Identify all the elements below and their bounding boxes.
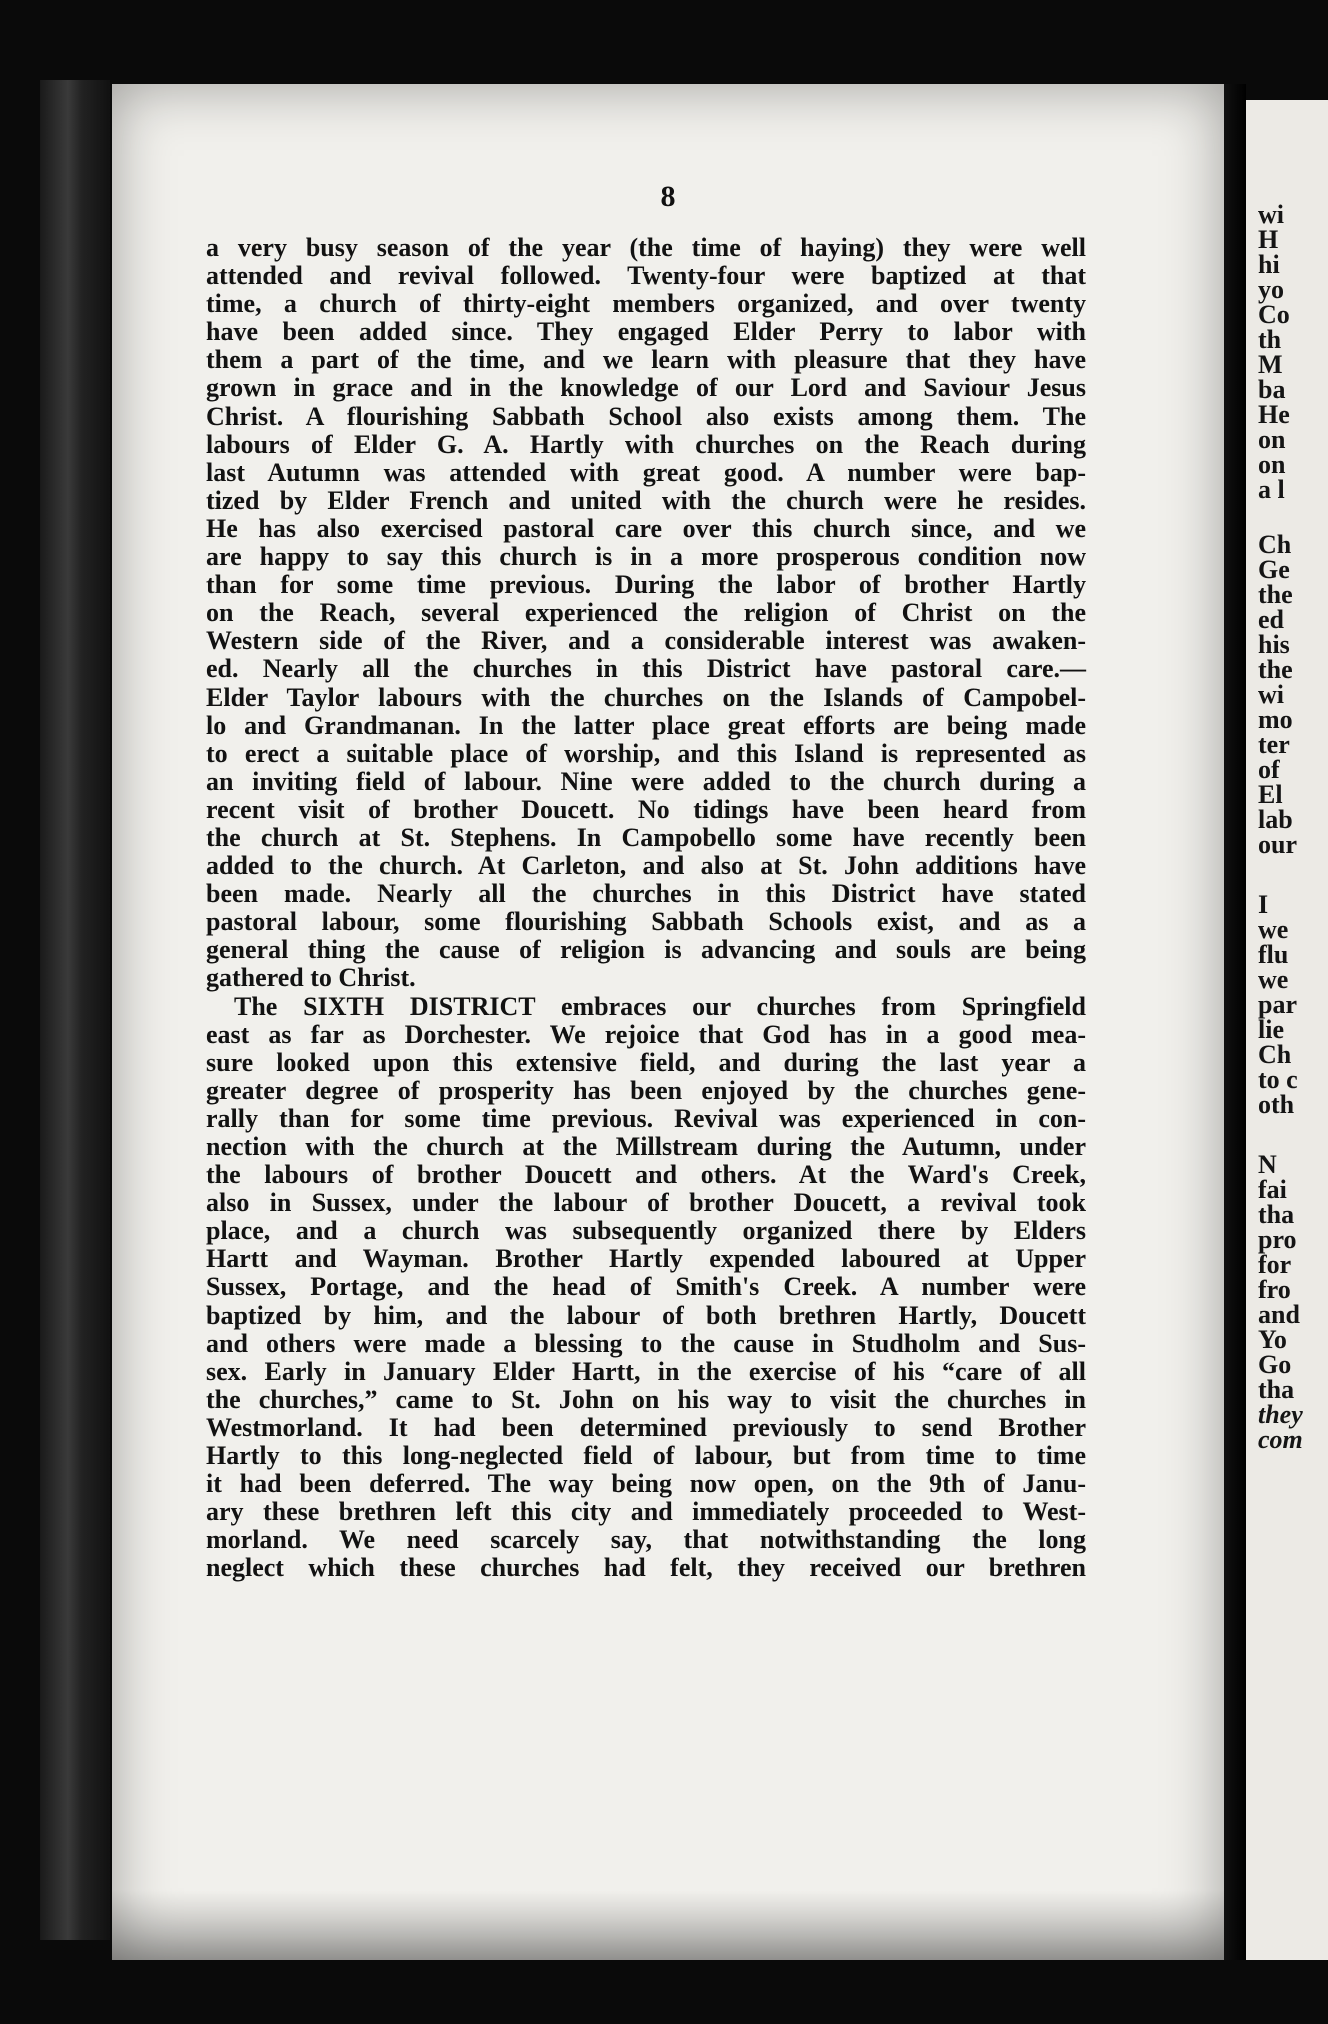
text-line: Elder Taylor labours with the churches on the Islands of Campobel- (206, 682, 1086, 712)
next-page-fragment: mo (1258, 705, 1293, 734)
text-line: Westmorland. It had been determined previously to send Brother (206, 1412, 1086, 1442)
text-line: neglect which these churches had felt, they received our brethren (206, 1553, 1086, 1583)
next-page-fragment: the (1258, 580, 1293, 609)
next-page-fragment: the (1258, 655, 1293, 684)
next-page-fragment: th (1258, 325, 1282, 354)
text-line: also in Sussex, under the labour of brother Doucett, a revival took (206, 1188, 1086, 1218)
next-page-fragment: a l (1258, 475, 1285, 504)
next-page-fragment: and (1258, 1300, 1300, 1329)
text-line: been made. Nearly all the churches in this District have stated (206, 879, 1086, 909)
text-line: rally than for some time previous. Revival was experienced in con- (206, 1103, 1086, 1133)
text-line: The SIXTH DISTRICT embraces our churches from Springfield (234, 991, 1086, 1021)
text-line: an inviting field of labour. Nine were added to the church during a (206, 766, 1086, 796)
text-line: grown in grace and in the knowledge of our Lord and Saviour Jesus (206, 373, 1086, 403)
text-line: recent visit of brother Doucett. No tidings have been heard from (206, 794, 1086, 824)
next-page-fragment: flu (1258, 940, 1289, 969)
next-page-fragment: of (1258, 755, 1280, 784)
next-page-fragment: Ch (1258, 530, 1292, 559)
text-line: general thing the cause of religion is advancing and souls are being (206, 935, 1086, 965)
next-page-fragment: Yo (1258, 1325, 1287, 1354)
text-line: added to the church. At Carleton, and also at St. John additions have (206, 851, 1086, 881)
text-line: gathered to Christ. (206, 963, 416, 993)
text-line: the labours of brother Doucett and others. At the Ward's Creek, (206, 1160, 1086, 1190)
text-line: it had been deferred. The way being now open, on the 9th of Janu- (206, 1469, 1086, 1499)
text-line: the churches,” came to St. John on his way to visit the churches in (206, 1384, 1086, 1414)
book-page (112, 84, 1224, 1960)
next-page-fragment: we (1258, 965, 1289, 994)
next-page-fragment: ed (1258, 605, 1284, 634)
next-page-fragment: on (1258, 450, 1286, 479)
text-line: ary these brethren left this city and immediately proceeded to West- (206, 1497, 1086, 1527)
book-gutter (1224, 84, 1246, 1960)
text-line: the church at St. Stephens. In Campobello some have recently been (206, 822, 1086, 852)
text-line: and others were made a blessing to the cause in Studholm and Sus- (206, 1328, 1086, 1358)
next-page-fragment: Ge (1258, 555, 1290, 584)
page-number: 8 (660, 180, 676, 213)
next-page-fragment: I (1258, 890, 1269, 919)
next-page-fragment: tha (1258, 1375, 1295, 1404)
next-page-fragment: com (1258, 1425, 1303, 1454)
text-line: have been added since. They engaged Elder Perry to labor with (206, 317, 1086, 347)
text-line: morland. We need scarcely say, that notwithstanding the long (206, 1525, 1086, 1555)
next-page-fragment: for (1258, 1250, 1292, 1279)
text-line: sex. Early in January Elder Hartt, in the exercise of his “care of all (206, 1356, 1086, 1386)
text-line: a very busy season of the year (the time of haying) they were well (206, 233, 1086, 262)
text-line: ed. Nearly all the churches in this District have pastoral care.— (206, 654, 1086, 684)
next-page-fragment: fai (1258, 1175, 1287, 1204)
next-page-fragment: El (1258, 780, 1283, 809)
next-page-fragment: H (1258, 225, 1279, 254)
next-page-fragment: M (1258, 350, 1283, 379)
next-page-fragment: they (1258, 1400, 1303, 1429)
next-page-fragment: lab (1258, 805, 1293, 834)
next-page-fragment: we (1258, 915, 1289, 944)
text-line: Hartt and Wayman. Brother Hartly expended laboured at Upper (206, 1244, 1086, 1274)
text-line: to erect a suitable place of worship, and this Island is represented as (206, 738, 1086, 768)
text-line: Sussex, Portage, and the head of Smith's Creek. A number were (206, 1272, 1086, 1302)
next-page-fragment: Ch (1258, 1040, 1292, 1069)
text-line: Hartly to this long-neglected field of labour, but from time to time (206, 1441, 1086, 1471)
text-line: pastoral labour, some flourishing Sabbath Schools exist, and as a (206, 907, 1086, 937)
next-page-fragment: hi (1258, 250, 1280, 279)
text-line: nection with the church at the Millstream during the Autumn, under (206, 1132, 1086, 1161)
text-line: greater degree of prosperity has been enjoyed by the churches gene- (206, 1075, 1086, 1105)
page-shadow (112, 1890, 1224, 1960)
next-page-fragment: fro (1258, 1275, 1291, 1304)
next-page-fragment: N (1258, 1150, 1277, 1179)
next-page-fragment: ba (1258, 375, 1286, 404)
next-page-edge (1246, 100, 1328, 1960)
text-line: He has also exercised pastoral care over this church since, and we (206, 513, 1086, 543)
text-line: on the Reach, several experienced the religion of Christ on the (206, 598, 1086, 628)
text-line: place, and a church was subsequently organized there by Elders (206, 1216, 1086, 1246)
text-line: tized by Elder French and united with the church were he resides. (206, 485, 1086, 515)
next-page-fragment: his (1258, 630, 1290, 659)
text-line: last Autumn was attended with great good. A number were bap- (206, 457, 1086, 487)
next-page-fragment: to c (1258, 1065, 1298, 1094)
next-page-fragment: oth (1258, 1090, 1295, 1119)
next-page-fragment: wi (1258, 680, 1284, 709)
next-page-fragment: on (1258, 425, 1286, 454)
next-page-fragment: Go (1258, 1350, 1292, 1379)
text-line: than for some time previous. During the labor of brother Hartly (206, 570, 1086, 600)
next-page-fragment: wi (1258, 200, 1284, 229)
text-line: Christ. A flourishing Sabbath School also exists among them. The (206, 401, 1086, 431)
text-line: them a part of the time, and we learn with pleasure that they have (206, 345, 1086, 375)
next-page-fragment: lie (1258, 1015, 1284, 1044)
next-page-fragment: tha (1258, 1200, 1295, 1229)
text-line: are happy to say this church is in a more prosperous condition now (206, 542, 1086, 572)
text-line: time, a church of thirty-eight members organized, and over twenty (206, 289, 1086, 319)
next-page-fragment: yo (1258, 275, 1284, 304)
book-binding-edge (40, 80, 110, 1940)
page-body-text (206, 234, 1086, 1583)
next-page-fragment: par (1258, 990, 1297, 1019)
next-page-fragment: ter (1258, 730, 1290, 759)
text-line: baptized by him, and the labour of both brethren Hartly, Doucett (206, 1300, 1086, 1330)
text-line: Western side of the River, and a considerable interest was awaken- (206, 626, 1086, 656)
next-page-fragment: Co (1258, 300, 1290, 329)
next-page-fragment: pro (1258, 1225, 1297, 1254)
text-line: attended and revival followed. Twenty-four were baptized at that (206, 261, 1086, 291)
text-line: lo and Grandmanan. In the latter place great efforts are being made (206, 710, 1086, 740)
next-page-fragment: He (1258, 400, 1290, 429)
text-line: sure looked upon this extensive field, and during the last year a (206, 1047, 1086, 1077)
next-page-fragment: our (1258, 830, 1297, 859)
text-line: labours of Elder G. A. Hartly with churches on the Reach during (206, 429, 1086, 459)
text-line: east as far as Dorchester. We rejoice that God has in a good mea- (206, 1019, 1086, 1049)
